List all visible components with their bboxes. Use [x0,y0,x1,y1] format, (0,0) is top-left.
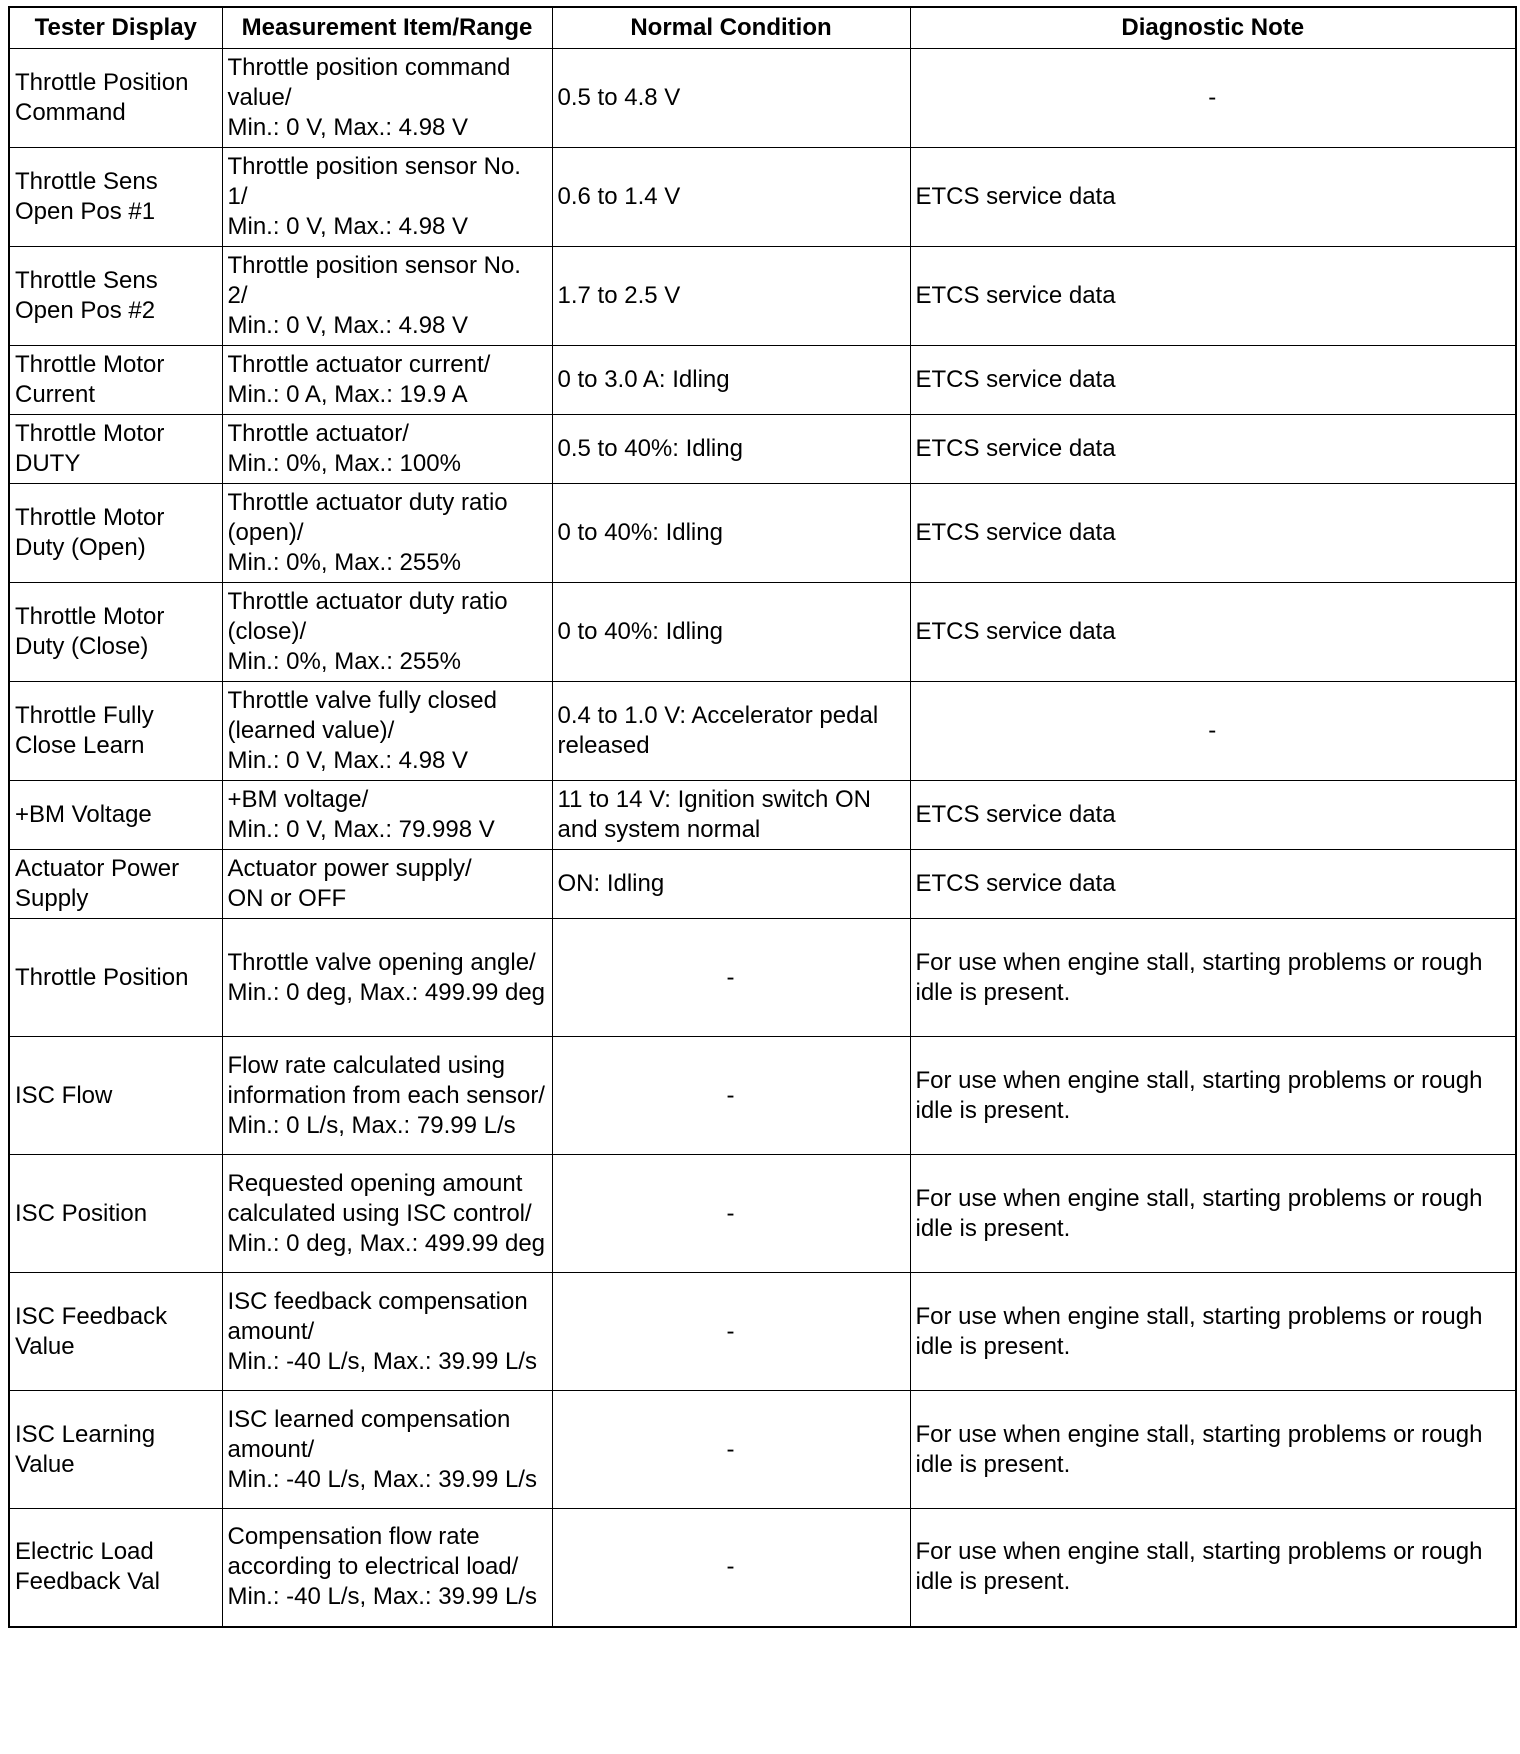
measurement-cell: Throttle position sensor No. 2/ Min.: 0 V, Max.: 4.98 V [222,247,552,346]
normal-condition-cell: - [552,1273,910,1391]
measurement-cell: Throttle actuator/ Min.: 0%, Max.: 100% [222,415,552,484]
table-row [9,49,1516,148]
normal-condition-cell: - [552,1155,910,1273]
header-row [9,7,1516,49]
table-row [9,148,1516,247]
diagnostic-note-cell: ETCS service data [910,484,1516,583]
tester-display-cell: Throttle Sens Open Pos #1 [9,148,222,247]
diagnostic-note-cell: - [910,682,1516,781]
data-list-table [8,6,1517,1628]
measurement-cell: Actuator power supply/ ON or OFF [222,850,552,919]
header-measurement-item: Measurement Item/Range [222,7,552,49]
table-row [9,1509,1516,1627]
tester-display-cell: ISC Feedback Value [9,1273,222,1391]
normal-condition-cell: 0.4 to 1.0 V: Accelerator pedal released [552,682,910,781]
measurement-cell: Throttle position command value/ Min.: 0 V, Max.: 4.98 V [222,49,552,148]
diagnostic-note-cell: ETCS service data [910,583,1516,682]
normal-condition-cell: 0 to 40%: Idling [552,583,910,682]
tester-display-cell: +BM Voltage [9,781,222,850]
tester-display-cell: ISC Flow [9,1037,222,1155]
measurement-cell: Throttle actuator duty ratio (open)/ Min.: 0%, Max.: 255% [222,484,552,583]
normal-condition-cell: 0.6 to 1.4 V [552,148,910,247]
normal-condition-cell: 0.5 to 4.8 V [552,49,910,148]
tester-display-cell: Throttle Sens Open Pos #2 [9,247,222,346]
measurement-cell: Flow rate calculated using information from each sensor/ Min.: 0 L/s, Max.: 79.99 L/s [222,1037,552,1155]
table-row [9,415,1516,484]
diagnostic-note-cell: ETCS service data [910,346,1516,415]
measurement-cell: Throttle actuator duty ratio (close)/ Min.: 0%, Max.: 255% [222,583,552,682]
table-row [9,781,1516,850]
tester-display-cell: Actuator Power Supply [9,850,222,919]
measurement-cell: Throttle valve opening angle/ Min.: 0 deg, Max.: 499.99 deg [222,919,552,1037]
normal-condition-cell: 11 to 14 V: Ignition switch ON and system normal [552,781,910,850]
tester-display-cell: Throttle Motor Duty (Open) [9,484,222,583]
normal-condition-cell: - [552,1391,910,1509]
tester-display-cell: Throttle Fully Close Learn [9,682,222,781]
table-row [9,1155,1516,1273]
table-row [9,247,1516,346]
measurement-cell: Throttle valve fully closed (learned value)/ Min.: 0 V, Max.: 4.98 V [222,682,552,781]
measurement-cell: ISC learned compensation amount/ Min.: -40 L/s, Max.: 39.99 L/s [222,1391,552,1509]
measurement-cell: Throttle position sensor No. 1/ Min.: 0 V, Max.: 4.98 V [222,148,552,247]
normal-condition-cell: - [552,919,910,1037]
header-diagnostic-note: Diagnostic Note [910,7,1516,49]
tester-display-cell: Throttle Position [9,919,222,1037]
table-row [9,1037,1516,1155]
diagnostic-note-cell: ETCS service data [910,415,1516,484]
normal-condition-cell: 1.7 to 2.5 V [552,247,910,346]
tester-display-cell: ISC Learning Value [9,1391,222,1509]
table-row [9,484,1516,583]
table-row [9,850,1516,919]
table-row [9,1391,1516,1509]
diagnostic-note-cell: For use when engine stall, starting problems or rough idle is present. [910,1273,1516,1391]
diagnostic-note-cell: For use when engine stall, starting problems or rough idle is present. [910,1509,1516,1627]
table-row [9,583,1516,682]
diagnostic-note-cell: ETCS service data [910,781,1516,850]
measurement-cell: +BM voltage/ Min.: 0 V, Max.: 79.998 V [222,781,552,850]
diagnostic-note-cell: ETCS service data [910,247,1516,346]
normal-condition-cell: - [552,1509,910,1627]
diagnostic-note-cell: For use when engine stall, starting problems or rough idle is present. [910,919,1516,1037]
tester-display-cell: Throttle Motor DUTY [9,415,222,484]
header-tester-display: Tester Display [9,7,222,49]
measurement-cell: ISC feedback compensation amount/ Min.: -40 L/s, Max.: 39.99 L/s [222,1273,552,1391]
diagnostic-note-cell: For use when engine stall, starting problems or rough idle is present. [910,1037,1516,1155]
tester-display-cell: Throttle Position Command [9,49,222,148]
normal-condition-cell: 0 to 40%: Idling [552,484,910,583]
diagnostic-note-cell: For use when engine stall, starting problems or rough idle is present. [910,1155,1516,1273]
tester-display-cell: Electric Load Feedback Val [9,1509,222,1627]
measurement-cell: Compensation flow rate according to electrical load/ Min.: -40 L/s, Max.: 39.99 L/s [222,1509,552,1627]
header-normal-condition: Normal Condition [552,7,910,49]
normal-condition-cell: ON: Idling [552,850,910,919]
diagnostic-note-cell: ETCS service data [910,148,1516,247]
tester-display-cell: Throttle Motor Duty (Close) [9,583,222,682]
table-row [9,346,1516,415]
table-row [9,919,1516,1037]
measurement-cell: Throttle actuator current/ Min.: 0 A, Max.: 19.9 A [222,346,552,415]
table-row [9,682,1516,781]
normal-condition-cell: 0.5 to 40%: Idling [552,415,910,484]
tester-display-cell: Throttle Motor Current [9,346,222,415]
diagnostic-note-cell: - [910,49,1516,148]
diagnostic-note-cell: ETCS service data [910,850,1516,919]
normal-condition-cell: 0 to 3.0 A: Idling [552,346,910,415]
tester-display-cell: ISC Position [9,1155,222,1273]
diagnostic-note-cell: For use when engine stall, starting problems or rough idle is present. [910,1391,1516,1509]
table-row [9,1273,1516,1391]
measurement-cell: Requested opening amount calculated using ISC control/ Min.: 0 deg, Max.: 499.99 deg [222,1155,552,1273]
normal-condition-cell: - [552,1037,910,1155]
table-body [9,49,1516,1627]
